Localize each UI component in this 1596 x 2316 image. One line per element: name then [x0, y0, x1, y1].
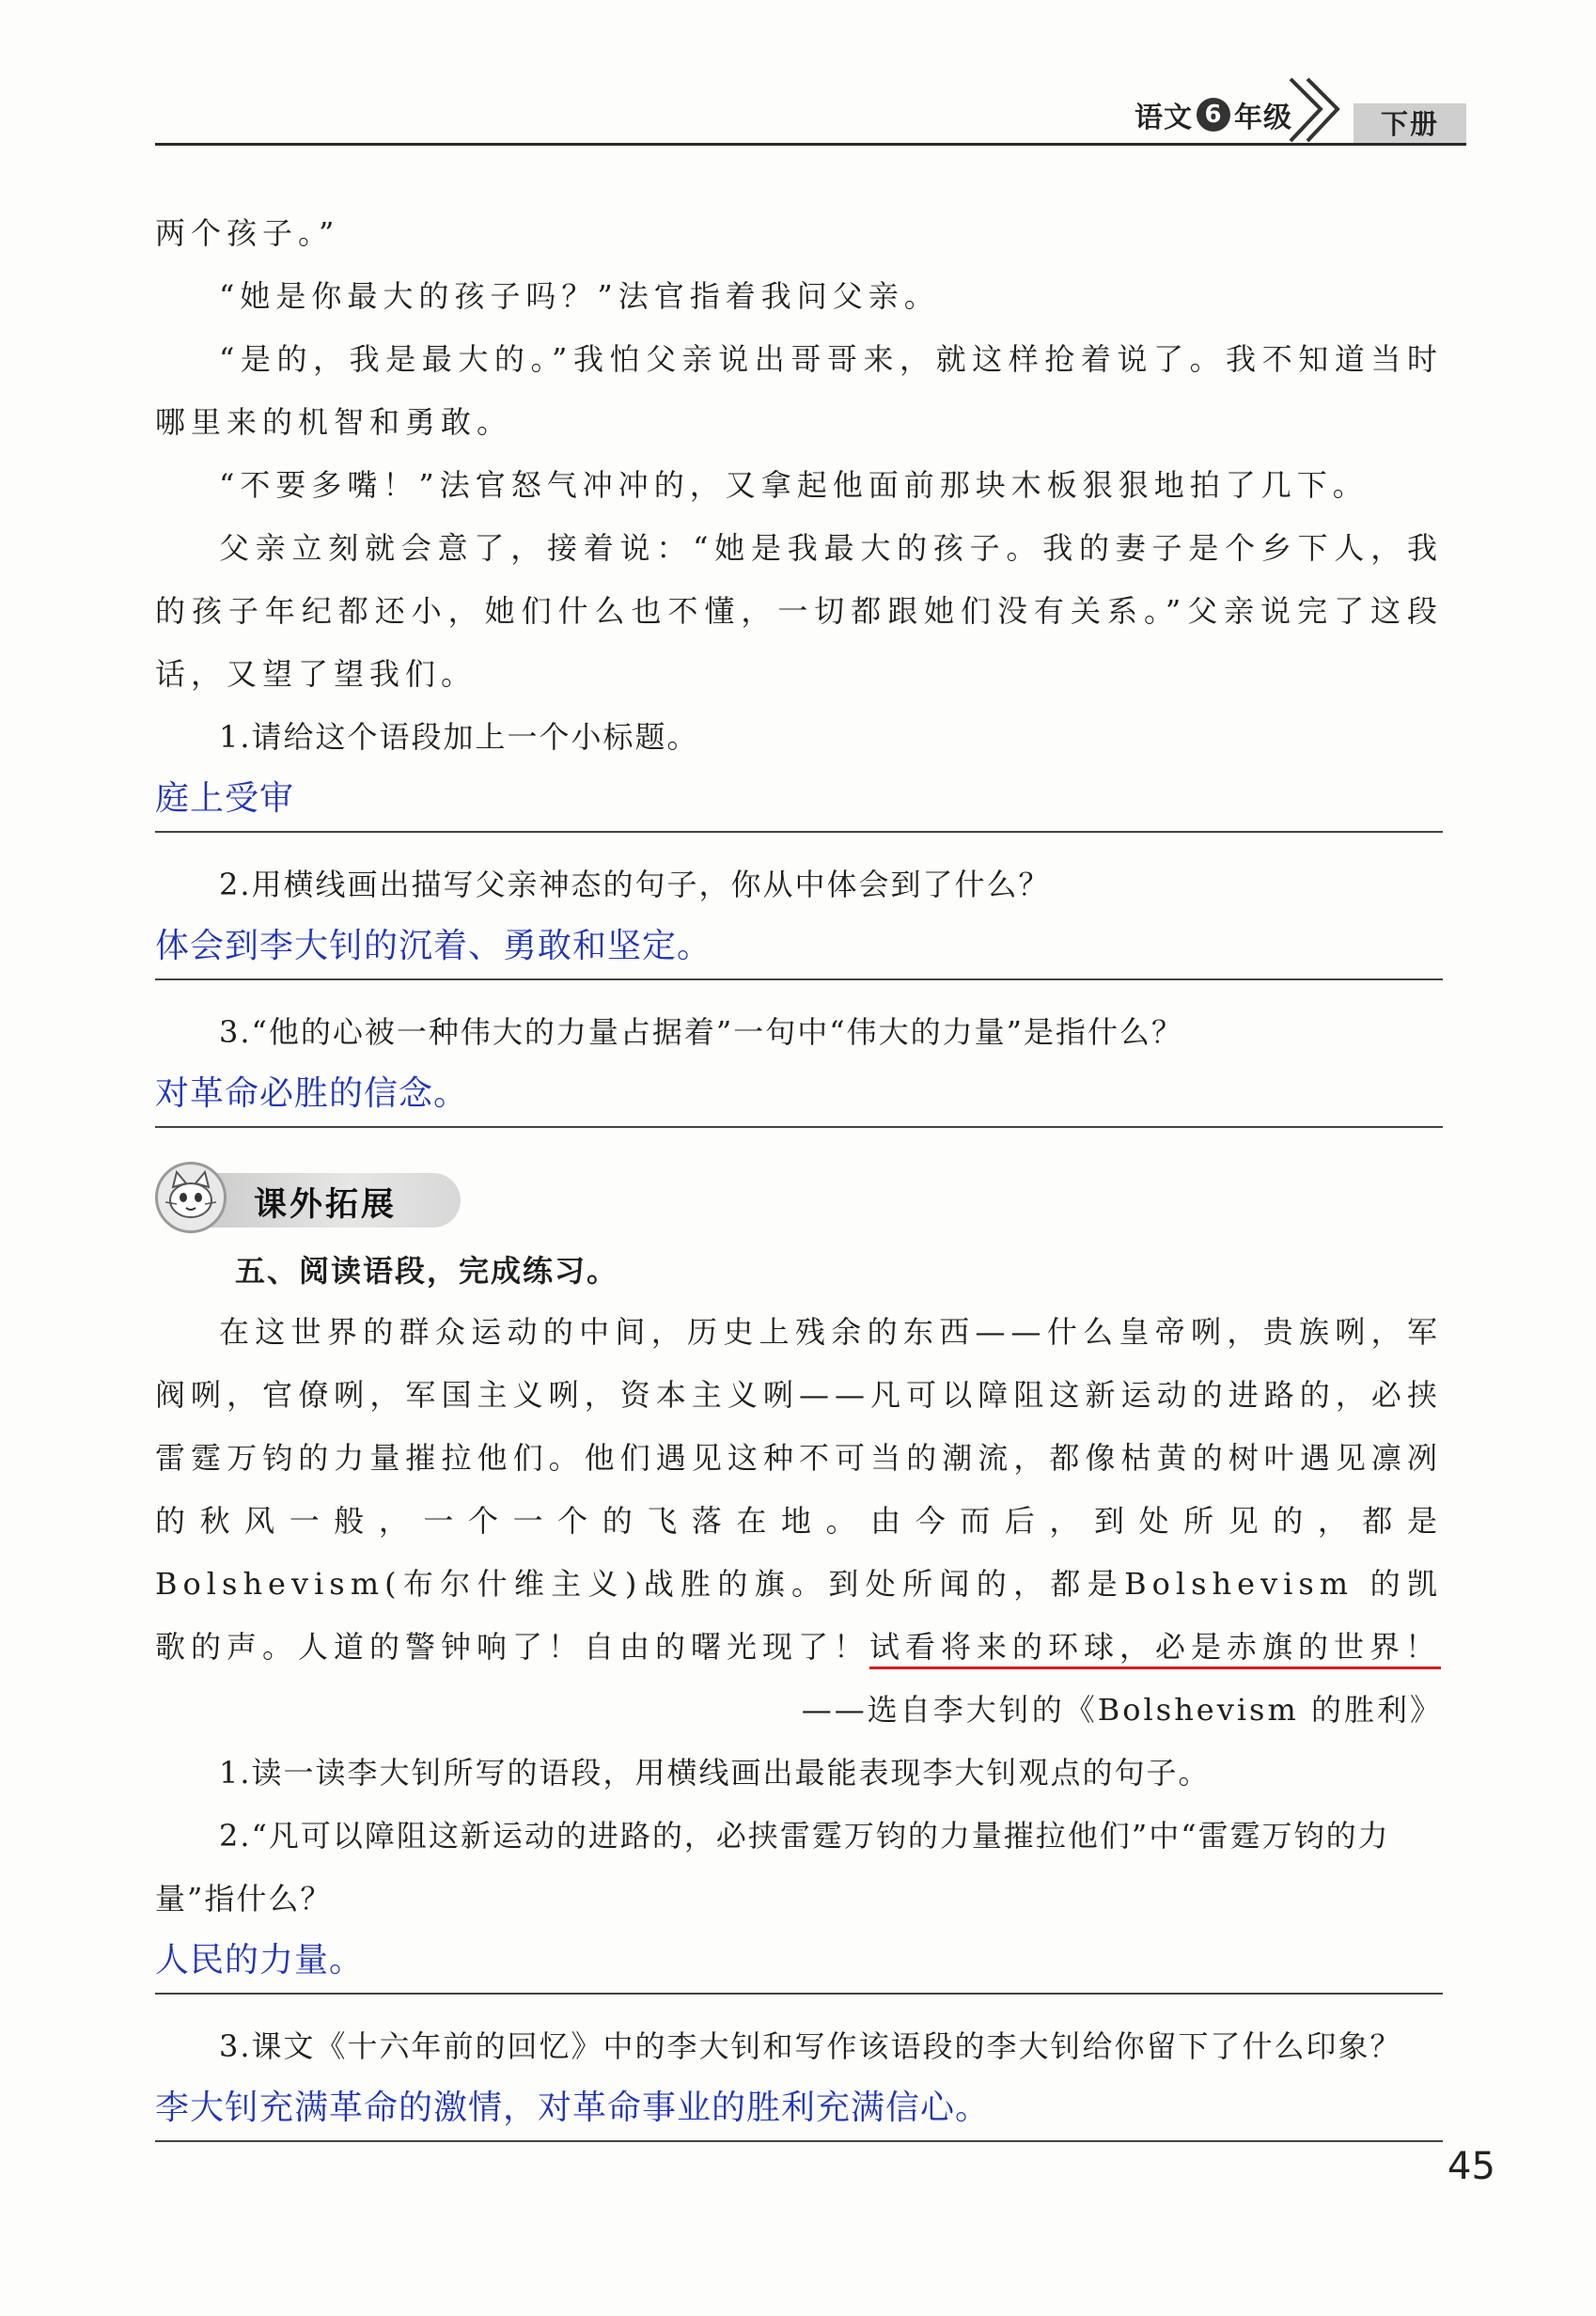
question-1: 1.请给这个语段加上一个小标题。 [219, 719, 699, 755]
passage-paragraph: 两个孩子。” [155, 215, 340, 251]
exercise-question-1: 1.读一读李大钊所写的语段，用横线画出最能表现李大钊观点的句子。 [219, 1755, 1211, 1791]
answer-2: 体会到李大钊的沉着、勇敢和坚定。 [155, 916, 1443, 980]
exercise-question-2: 2.“凡可以障阻这新运动的进路的，必挟雷霆万钧的力量摧拉他们”中“雷霆万钧的力量”指什么？ [155, 1818, 1390, 1917]
exercise-passage-main: 在这世界的群众运动的中间，历史上残余的东西——什么皇帝咧，贵族咧，军阀咧，官僚咧，军国主义咧，资本主义咧——凡可以障阻这新运动的进路的，必挟雷霆万钧的力量摧拉他们。他们遇见这种不可当的潮流，都像枯黄的树叶遇见凛冽的秋风一般，一个一个的飞落在地。由今而后，到处所见的，都是Bolshevism(布尔什维主义)战胜的旗。到处所闻的，都是Bolshevism 的凯歌的声。人道的警钟响了！自由的曙光现了！ [155, 1314, 1443, 1665]
answer-3: 对革命必胜的信念。 [155, 1064, 1443, 1128]
header-grade-suffix: 年级 [1234, 102, 1292, 134]
header-title [1134, 94, 1292, 135]
header-subject: 语文 [1134, 102, 1193, 134]
passage-source: ——选自李大钊的《Bolshevism 的胜利》 [801, 1692, 1443, 1728]
question-3: 3.“他的心被一种伟大的力量占据着”一句中“伟大的力量”是指什么？ [219, 1014, 1183, 1050]
exercise-instruction: 五、阅读语段，完成练习。 [235, 1253, 619, 1289]
exercise-answer-3: 李大钊充满革命的激情，对革命事业的胜利充满信心。 [155, 2078, 1443, 2142]
exercise-answer-2: 人民的力量。 [155, 1931, 1443, 1995]
section-badge [155, 1162, 461, 1229]
header-rule [155, 143, 1466, 146]
page-header [155, 66, 1466, 147]
question-2: 2.用横线画出描写父亲神态的句子，你从中体会到了什么？ [219, 867, 1051, 902]
passage-paragraph: “她是你最大的孩子吗？”法官指着我问父亲。 [219, 278, 940, 314]
page-number: 45 [1447, 2145, 1495, 2188]
passage-paragraph: 父亲立刻就会意了，接着说：“她是我最大的孩子。我的妻子是个乡下人，我的孩子年纪都还小，她们什么也不懂，一切都跟她们没有关系。”父亲说完了这段话，又望了望我们。 [155, 530, 1443, 692]
passage-paragraph: “不要多嘴！”法官怒气冲冲的，又拿起他面前那块木板狠狠地拍了几下。 [219, 467, 1369, 503]
exercise-passage [155, 1301, 1443, 1679]
answer-1: 庭上受审 [155, 769, 1443, 833]
exercise-question-3: 3.课文《十六年前的回忆》中的李大钊和写作该语段的李大钊给你留下了什么印象？ [219, 2028, 1402, 2064]
key-sentence-underlined: 试看将来的环球，必是赤旗的世界！ [869, 1629, 1441, 1669]
double-chevron-icon [1283, 75, 1349, 145]
header-volume: 下册 [1353, 103, 1466, 145]
page-content [155, 202, 1443, 2142]
passage-paragraph: “是的，我是最大的。”我怕父亲说出哥哥来，就这样抢着说了。我不知道当时哪里来的机智和勇敢。 [155, 341, 1443, 440]
grade-number-badge: 6 [1197, 98, 1230, 132]
cat-face-icon [155, 1162, 227, 1233]
section-title: 课外拓展 [254, 1186, 398, 1224]
